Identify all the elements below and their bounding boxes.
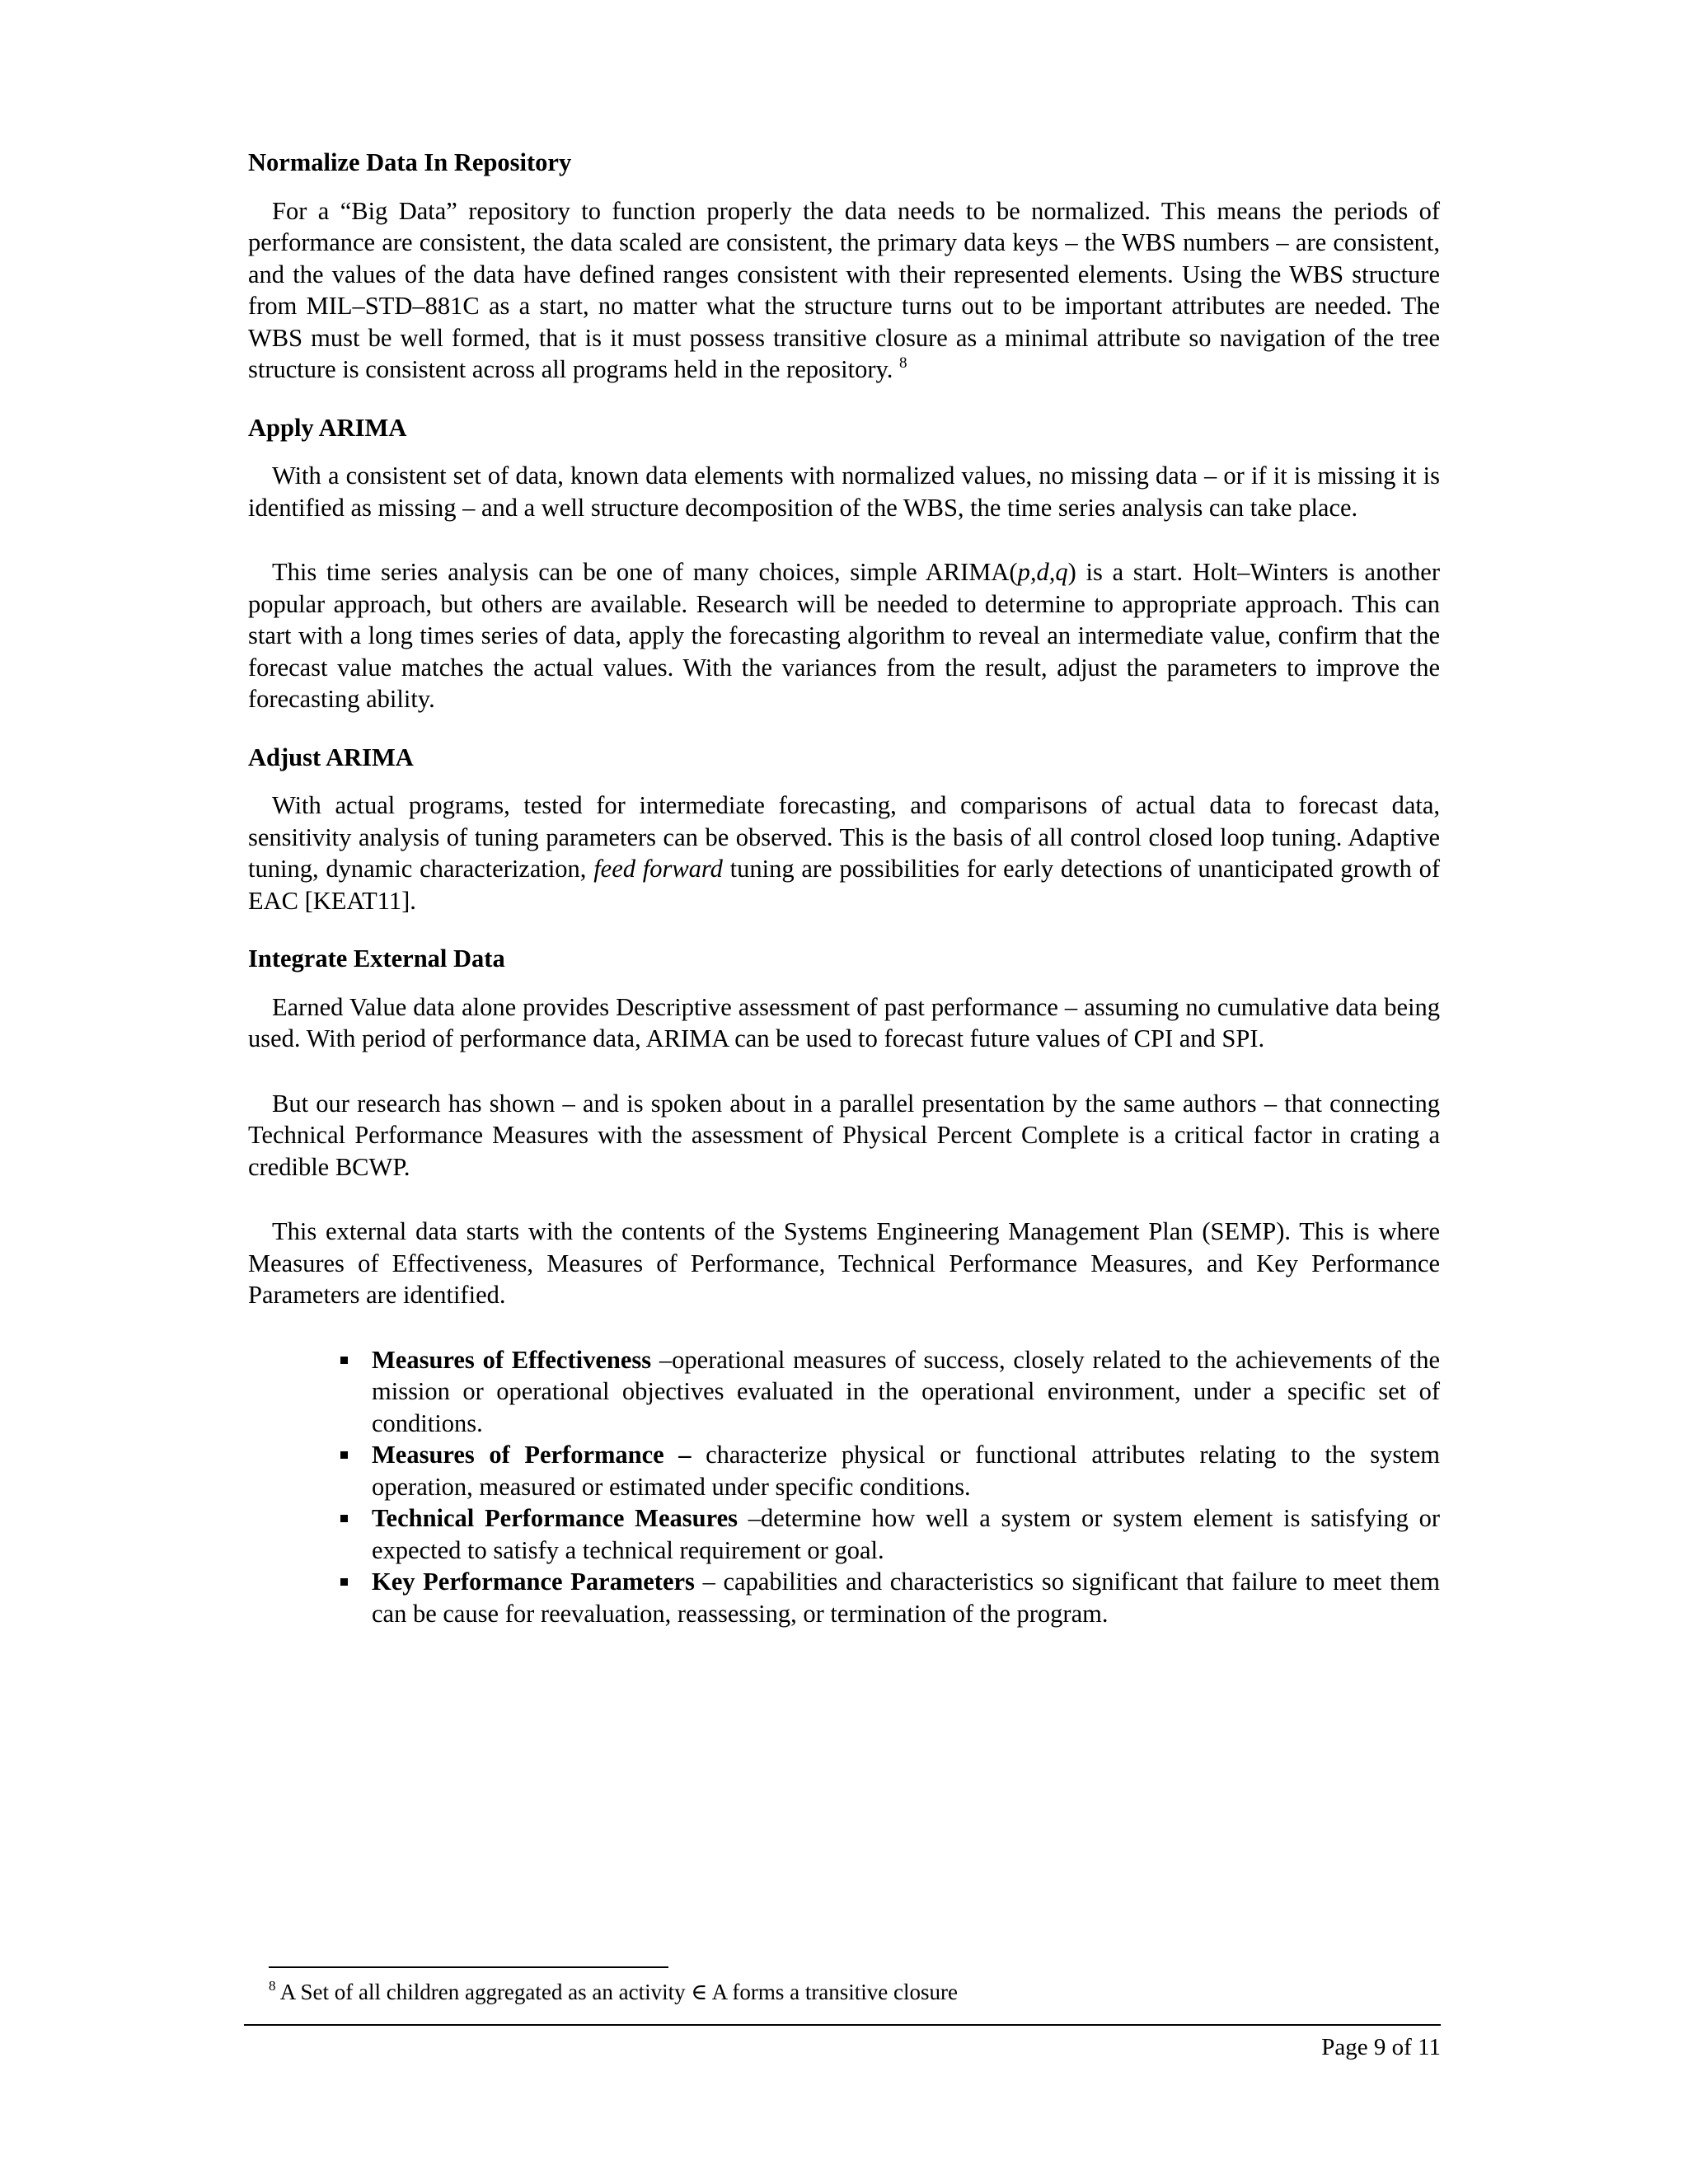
- footnote-number: 8: [269, 1978, 276, 1994]
- measures-list: [372, 1344, 1440, 1630]
- footnote-divider: [269, 1966, 668, 1968]
- square-bullet-icon: [340, 1578, 348, 1586]
- page-content: [248, 147, 1440, 1629]
- paragraph-integrate-3: This external data starts with the contents of the Systems Engineering Management Plan (SEMP). This is where Measures of Effectiveness, Measures of Performance, Technical Performance Measures, and Key Performance Parameters are identified.: [248, 1217, 1440, 1309]
- square-bullet-icon: [340, 1515, 348, 1522]
- paragraph-normalize: [248, 195, 1440, 386]
- paragraph-integrate-2: But our research has shown – and is spoken about in a parallel presentation by the same authors – that connecting Technical Performance Measures with the assessment of Physical Percent Complete is a critical factor in crating a credible BCWP.: [248, 1089, 1440, 1181]
- paragraph-integrate-1: Earned Value data alone provides Descriptive assessment of past performance – assuming no cumulative data being used. With period of performance data, ARIMA can be used to forecast future values of CPI and SPI.: [248, 992, 1440, 1052]
- paragraph-text: This time series analysis can be one of many choices, simple ARIMA(: [272, 558, 1018, 586]
- list-item-text: –determine how well a system or system element is satisfying or expected to satisfy a technical requirement or goal.: [372, 1504, 1441, 1564]
- list-item: [372, 1502, 1440, 1566]
- list-item-term: Technical Performance Measures: [372, 1504, 738, 1532]
- list-item-text: – capabilities and characteristics so significant that failure to meet them can be cause for reevaluation, reassessing, or termination of the program.: [372, 1568, 1440, 1628]
- paragraph-text: tuning are possibilities for early detections of unanticipated growth of EAC [KEAT11].: [248, 855, 1440, 915]
- paragraph-adjust-arima: [248, 790, 1440, 916]
- list-item-term: Measures of Effectiveness: [372, 1345, 652, 1374]
- arima-params: p,d,q: [1017, 558, 1068, 586]
- section-heading-integrate: Integrate External Data: [248, 944, 505, 972]
- paragraph-text: With actual programs, tested for intermediate forecasting, and comparisons of actual data to forecast data, sensitivity analysis of tuning parameters can be observed. This is the basis of all control closed loop tuning. Adaptive tuning, dynamic characterization,: [248, 791, 1440, 883]
- footnote: [269, 1978, 1439, 2006]
- footnote-text: A Set of all children aggregated as an activity ∈ A forms a transitive closure: [275, 1980, 959, 2004]
- paragraph-text: For a “Big Data” repository to function properly the data needs to be normalized. This means the periods of performance are consistent, the data scaled are consistent, the primary data keys – the WBS numbers – are consistent, and the values of the data have defined ranges consistent with their represented elements. Using the WBS structure from MIL–STD–881C as a start, no matter what the structure turns out to be important attributes are needed. The WBS must be well formed, that is it must possess transitive closure as a minimal attribute so navigation of the tree structure is consistent across all programs held in the repository.: [248, 196, 1440, 383]
- paragraph-apply-arima-2: [248, 556, 1440, 715]
- paragraph-text: ) is a start. Holt–Winters is another popular approach, but others are available. Research will be needed to determine to appropriate approach. This can start with a long times series of data, apply the forecasting algorithm to reveal an intermediate value, confirm that the forecast value matches the actual values. With the variances from the result, adjust the parameters to improve the forecasting ability.: [248, 558, 1440, 713]
- square-bullet-icon: [340, 1357, 348, 1364]
- paragraph-apply-arima-1: With a consistent set of data, known data elements with normalized values, no missing data – or if it is missing it is identified as missing – and a well structure decomposition of the WBS, the time series analysis can take place.: [248, 462, 1440, 522]
- footnote-ref[interactable]: 8: [899, 354, 907, 372]
- list-item: [372, 1344, 1440, 1440]
- section-heading-apply-arima: Apply ARIMA: [248, 413, 407, 442]
- page-number: Page 9 of 11: [1321, 2034, 1441, 2060]
- feed-forward-term: feed forward: [593, 855, 723, 883]
- list-item-term: Key Performance Parameters: [372, 1568, 695, 1596]
- section-heading-adjust-arima: Adjust ARIMA: [248, 743, 414, 771]
- list-item-text: –operational measures of success, closely related to the achievements of the mission or operational objectives evaluated in the operational environment, under a specific set of conditions.: [372, 1345, 1440, 1437]
- section-heading-normalize: Normalize Data In Repository: [248, 148, 572, 176]
- list-item: [372, 1439, 1440, 1502]
- square-bullet-icon: [340, 1451, 348, 1459]
- list-item-text: characterize physical or functional attributes relating to the system operation, measured or estimated under specific conditions.: [372, 1441, 1440, 1501]
- list-item: [372, 1566, 1440, 1629]
- footer-divider: [244, 2024, 1441, 2026]
- list-item-term: Measures of Performance –: [372, 1441, 692, 1469]
